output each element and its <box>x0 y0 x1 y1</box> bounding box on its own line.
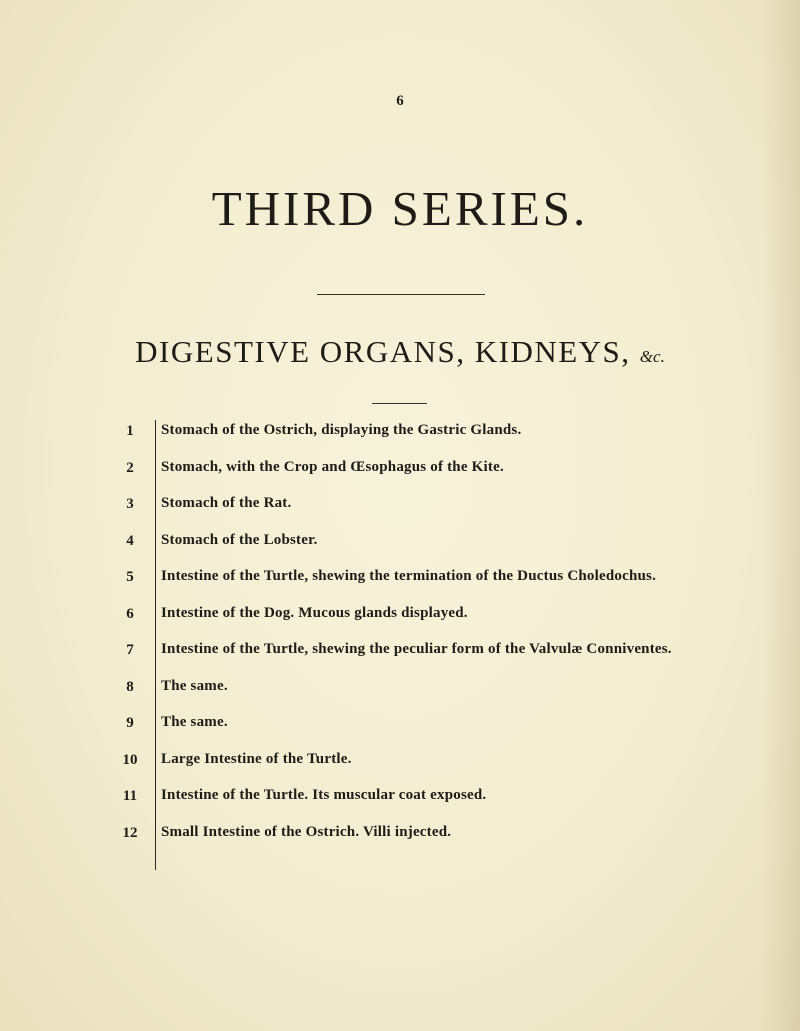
catalogue-entry <box>110 603 730 640</box>
section-divider-rule <box>372 403 427 404</box>
entry-number: 12 <box>122 824 138 841</box>
catalogue-entry <box>110 676 730 713</box>
entry-description: Small Intestine of the Ostrich. Villi injected. <box>161 823 452 840</box>
catalogue-entry <box>110 785 730 822</box>
entry-number: 6 <box>126 605 134 622</box>
section-title-suffix: &c. <box>639 347 665 366</box>
catalogue-entry <box>110 493 730 530</box>
catalogue-entry <box>110 822 730 859</box>
entry-description: Intestine of the Dog. Mucous glands displayed. <box>161 604 468 621</box>
entry-description: Intestine of the Turtle, shewing the termination of the Ductus Choledochus. <box>161 568 657 584</box>
entry-description: Large Intestine of the Turtle. <box>161 750 352 767</box>
entry-description: Intestine of the Turtle, shewing the peculiar form of the Valvulæ Conniventes. <box>161 641 672 657</box>
catalogue-entry <box>110 420 730 457</box>
title-divider-rule <box>317 294 485 295</box>
catalogue-entry <box>110 639 730 676</box>
specimen-catalogue <box>110 420 730 858</box>
entry-description: The same. <box>161 714 228 730</box>
entry-number: 4 <box>126 532 134 549</box>
catalogue-entry <box>110 749 730 786</box>
entry-description: Stomach of the Rat. <box>161 495 292 511</box>
entry-number: 2 <box>126 459 134 476</box>
page-edge-shadow <box>760 0 800 1031</box>
section-title-text: DIGESTIVE ORGANS, KIDNEYS, <box>135 334 631 369</box>
entry-description: The same. <box>161 677 228 694</box>
entry-number: 8 <box>126 678 134 695</box>
entry-number: 10 <box>122 751 138 768</box>
entry-number: 11 <box>122 788 138 804</box>
entry-description: Stomach, with the Crop and Œsophagus of the Kite. <box>161 458 504 475</box>
entry-number: 1 <box>126 423 134 439</box>
entry-number: 9 <box>126 715 134 731</box>
section-title <box>0 334 800 370</box>
entry-description: Stomach of the Lobster. <box>161 531 318 548</box>
catalogue-entry <box>110 712 730 749</box>
entry-number: 3 <box>126 496 134 512</box>
catalogue-entry <box>110 566 730 603</box>
entry-description: Intestine of the Turtle. Its muscular coat exposed. <box>161 787 487 803</box>
series-title: THIRD SERIES. <box>211 181 589 236</box>
catalogue-entry <box>110 457 730 494</box>
entry-description: Stomach of the Ostrich, displaying the Gastric Glands. <box>161 422 522 438</box>
entry-number: 7 <box>126 642 134 658</box>
entry-number: 5 <box>126 569 134 585</box>
catalogue-entry <box>110 530 730 567</box>
page-number: 6 <box>396 93 404 109</box>
